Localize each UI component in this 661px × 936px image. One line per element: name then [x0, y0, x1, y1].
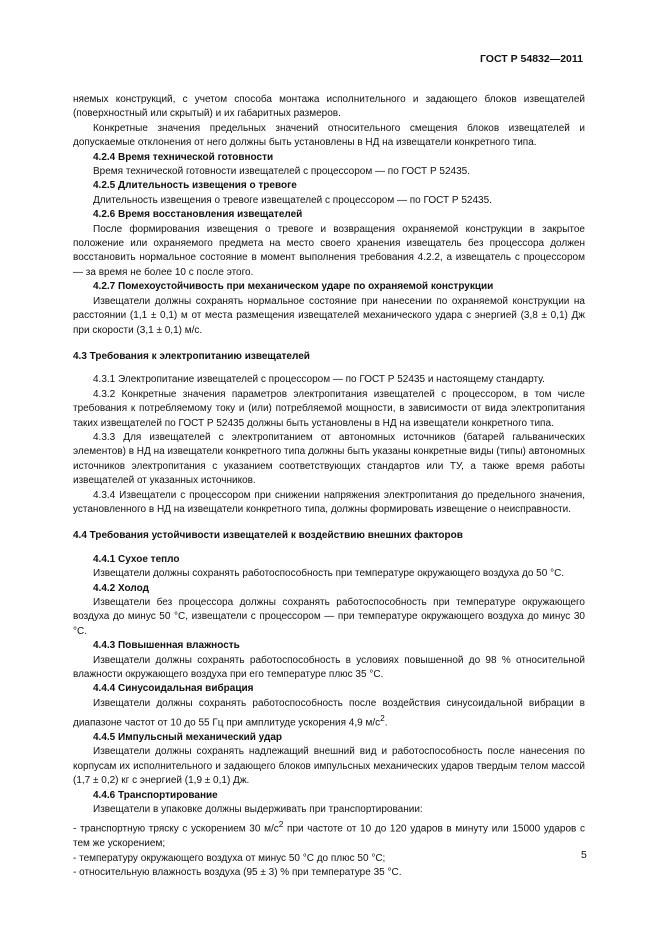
section-heading-4-4-1: 4.4.1 Сухое тепло — [93, 553, 180, 565]
paragraph: 4.3.2 Конкретные значения параметров электропитания извещателей с процессором, в том числе требования к потребляемому току и (или) потребляемой мощности, в зависимости от вида электропитания таких извещателей по ГОСТ Р 52435 должны быть установлены в НД на извещатели конкретного типа. — [73, 388, 585, 429]
paragraph: Извещатели должны сохранять работоспособность при температуре окружающего воздуха до 50 °С. — [93, 568, 565, 580]
paragraph: Извещатели должны сохранять работоспособность после воздействия синусоидальной вибрации в диапазоне частот от 10 до 55 Гц при амплитуде ускорения 4,9 $м/с^2$. — [73, 697, 585, 729]
section-heading-4-2-7: 4.2.7 Помехоустойчивость при механическом ударе по охраняемой конструкции — [93, 281, 494, 293]
section-heading-4-2-5: 4.2.5 Длительность извещения о тревоге — [93, 180, 297, 192]
section-heading-4-4-6: 4.4.6 Транспортирование — [93, 789, 218, 801]
section-heading-4-2-4: 4.2.4 Время технической готовности — [93, 151, 274, 163]
section-heading-4-4-5: 4.4.5 Импульсный механический удар — [93, 731, 282, 743]
transport-conditions-list — [73, 817, 585, 880]
page-number: 5 — [581, 849, 587, 861]
list-item: - относительную влажность воздуха (95 ± 3) % при температуре 35 °С. — [73, 866, 402, 878]
list-item: - транспортную тряску с ускорением 30 $м/с^2$ при частоте от 10 до 120 ударов в минуту или 15000 ударов с тем же ускорением; — [73, 819, 585, 850]
section-heading-4-3: 4.3 Требования к электропитанию извещателей — [73, 350, 310, 362]
section-heading-4-4-2: 4.4.2 Холод — [93, 582, 149, 594]
paragraph: После формирования извещения о тревоге и возвращения охраняемой конструкции в закрытое положение или охраняемого предмета на место своего хранения извещатель без процессора должен восстановить нормальное состояние в момент выполнения требования 4.2.2, а извещатель с процессором — за время не более 10 с после этого. — [73, 223, 585, 278]
list-item: - температуру окружающего воздуха от минус 50 °С до плюс 50 °С; — [73, 852, 386, 864]
paragraph: Извещатели должны сохранять надлежащий внешний вид и работоспособность после нанесения по корпусам их исполнительного и задающего блоков импульсных механических ударов твердым телом массой (1,7 ± 0,2) кг с энергией (1,9 ± 0,1) Дж. — [73, 746, 585, 787]
document-id: ГОСТ Р 54832—2011 — [479, 53, 583, 65]
paragraph: 4.3.4 Извещатели с процессором при снижении напряжения электропитания до предельного значения, установленного в НД на извещатели конкретного типа, должны формировать извещение о неисправности. — [73, 489, 585, 515]
section-heading-4-4-3: 4.4.3 Повышенная влажность — [93, 640, 240, 652]
paragraph: Извещатели в упаковке должны выдерживать при транспортировании: — [93, 804, 423, 816]
section-heading-4-4: 4.4 Требования устойчивости извещателей к воздействию внешних факторов — [73, 530, 463, 542]
paragraph: Извещатели без процессора должны сохранять работоспособность при температуре окружающего воздуха до минус 50 °С, извещатели с процессором — при температуре окружающего воздуха до минус 30 °С. — [73, 597, 585, 637]
paragraph: Время технической готовности извещателей с процессором — по ГОСТ Р 52435. — [93, 166, 470, 178]
document-body — [73, 93, 585, 880]
section-heading-4-4-4: 4.4.4 Синусоидальная вибрация — [93, 683, 254, 695]
paragraph: Длительность извещения о тревоге извещателей с процессором — по ГОСТ Р 52435. — [93, 194, 492, 206]
paragraph: Извещатели должны сохранять работоспособность в условиях повышенной до 98 % относительной влажности окружающего воздуха при его температуре плюс 35 °С. — [73, 654, 585, 681]
paragraph: 4.3.1 Электропитание извещателей с процессором — по ГОСТ Р 52435 и настоящему стандарту. — [93, 374, 545, 386]
paragraph: няемых конструкций, с учетом способа монтажа исполнительного и задающего блоков извещателей (поверхностный или скрытый) и их габаритных размеров. — [73, 94, 585, 120]
paragraph: 4.3.3 Для извещателей с электропитанием от автономных источников (батарей гальванических элементов) в НД на извещатели конкретного типа должны быть указаны конкретные виды (типы) автономных источников электропитания с указанием соответствующих стандартов или ТУ, а также время работы извещателей от указанных источников. — [73, 431, 585, 487]
paragraph: Извещатели должны сохранять нормальное состояние при нанесении по охраняемой конструкции на расстоянии (1,1 ± 0,1) м от места размещения извещателей механического удара с энергией (3,8 ± 0,1) Дж при скорости (3,1 ± 0,1) м/с. — [73, 295, 585, 336]
section-heading-4-2-6: 4.2.6 Время восстановления извещателей — [93, 209, 303, 221]
paragraph: Конкретные значения предельных значений относительного смещения блоков извещателей и допускаемые отклонения от него должны быть установлены в НД на извещатели конкретного типа. — [73, 122, 585, 149]
